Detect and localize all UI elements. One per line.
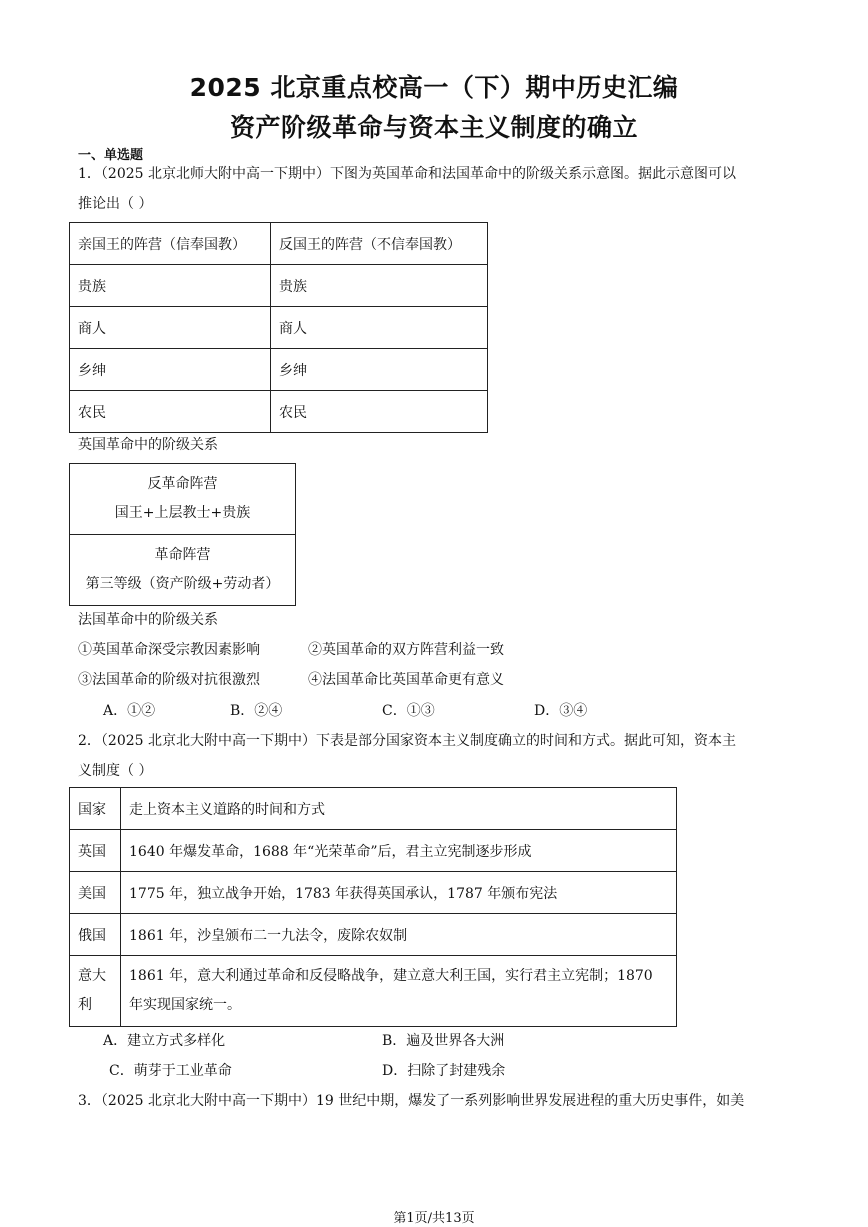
q2-option-c[interactable]: C．萌芽于工业革命 xyxy=(109,1063,232,1079)
table-row xyxy=(70,788,677,830)
table-row xyxy=(70,956,677,1027)
table-cell: 商人 xyxy=(70,307,271,349)
q2-stem-line2: 义制度（ ） xyxy=(78,763,153,779)
counter-revolution-members: 国王+上层教士+贵族 xyxy=(114,505,251,521)
table-header-cell: 国家 xyxy=(70,788,121,830)
italy-text-line1: 1861 年，意大利通过革命和反侵略战争，建立意大利王国，实行君主立宪制；1870 xyxy=(129,968,653,984)
revolution-members: 第三等级（资产阶级+劳动者） xyxy=(85,576,280,592)
table-cell: 英国 xyxy=(70,830,121,872)
italy-label-line1: 意大 xyxy=(78,968,106,984)
table-row xyxy=(70,914,677,956)
q1-statement-3: ③法国革命的阶级对抗很激烈 xyxy=(78,672,260,688)
revolution-cell xyxy=(70,535,296,606)
q1-statement-1: ①英国革命深受宗教因素影响 xyxy=(78,642,260,658)
table-row xyxy=(70,464,296,535)
q2-option-a[interactable]: A．建立方式多样化 xyxy=(103,1033,226,1049)
q1-option-d[interactable]: D．③④ xyxy=(534,703,588,719)
q1-statement-4: ④法国革命比英国革命更有意义 xyxy=(308,672,504,688)
table-cell: 农民 xyxy=(70,391,271,433)
q2-option-d[interactable]: D．扫除了封建残余 xyxy=(382,1063,506,1079)
table-cell: 乡绅 xyxy=(70,349,271,391)
italy-text-line2: 年实现国家统一。 xyxy=(129,997,241,1013)
table-cell: 1640 年爆发革命，1688 年“光荣革命”后，君主立宪制逐步形成 xyxy=(121,830,677,872)
q1-statement-2: ②英国革命的双方阵营利益一致 xyxy=(308,642,504,658)
table-cell: 农民 xyxy=(271,391,488,433)
revolution-title: 革命阵营 xyxy=(154,547,211,563)
q1-option-b[interactable]: B．②④ xyxy=(230,703,283,719)
section-heading: 一、单选题 xyxy=(78,148,144,163)
q3-stem-line1: 3．（2025 北京北大附中高一下期中）19 世纪中期，爆发了一系列影响世界发展进程的重大历史事件，如美 xyxy=(78,1093,745,1109)
table-row xyxy=(70,872,677,914)
page-title-line2: 资产阶级革命与资本主义制度的确立 xyxy=(229,113,638,142)
q1-option-a[interactable]: A．①② xyxy=(103,703,156,719)
counter-revolution-cell xyxy=(70,464,296,535)
table-row xyxy=(70,223,488,265)
table-cell: 美国 xyxy=(70,872,121,914)
english-revolution-table xyxy=(69,222,488,433)
table-row xyxy=(70,535,296,606)
table-row xyxy=(70,265,488,307)
q1-option-c[interactable]: C．①③ xyxy=(382,703,435,719)
french-table-caption: 法国革命中的阶级关系 xyxy=(78,612,218,628)
page-title-line1: 2025 北京重点校高一（下）期中历史汇编 xyxy=(189,73,679,102)
table-row xyxy=(70,391,488,433)
counter-revolution-title: 反革命阵营 xyxy=(147,476,218,492)
french-revolution-table xyxy=(69,463,296,606)
table-row xyxy=(70,307,488,349)
table-cell: 1861 年，沙皇颁布二一九法令，废除农奴制 xyxy=(121,914,677,956)
q2-stem-line1: 2．（2025 北京北大附中高一下期中）下表是部分国家资本主义制度确立的时间和方式。据此可知，资本主 xyxy=(78,733,736,749)
q1-stem-line1: 1．（2025 北京北师大附中高一下期中）下图为英国革命和法国革命中的阶级关系示意图。据此示意图可以 xyxy=(78,166,736,182)
capitalism-establishment-table xyxy=(69,787,677,1027)
english-table-caption: 英国革命中的阶级关系 xyxy=(78,437,218,453)
table-cell: 商人 xyxy=(271,307,488,349)
table-header-cell: 反国王的阵营（不信奉国教） xyxy=(271,223,488,265)
table-cell: 1775 年，独立战争开始，1783 年获得英国承认，1787 年颁布宪法 xyxy=(121,872,677,914)
table-row xyxy=(70,830,677,872)
table-header-cell: 亲国王的阵营（信奉国教） xyxy=(70,223,271,265)
table-cell: 俄国 xyxy=(70,914,121,956)
table-cell: 贵族 xyxy=(70,265,271,307)
table-cell: 乡绅 xyxy=(271,349,488,391)
q2-option-b[interactable]: B．遍及世界各大洲 xyxy=(382,1033,505,1049)
page-footer: 第1页/共13页 xyxy=(393,1211,475,1226)
table-cell xyxy=(121,956,677,1027)
table-cell xyxy=(70,956,121,1027)
table-header-cell: 走上资本主义道路的时间和方式 xyxy=(121,788,677,830)
table-cell: 贵族 xyxy=(271,265,488,307)
q1-stem-line2: 推论出（ ） xyxy=(78,196,153,212)
italy-label-line2: 利 xyxy=(78,997,92,1013)
table-row xyxy=(70,349,488,391)
